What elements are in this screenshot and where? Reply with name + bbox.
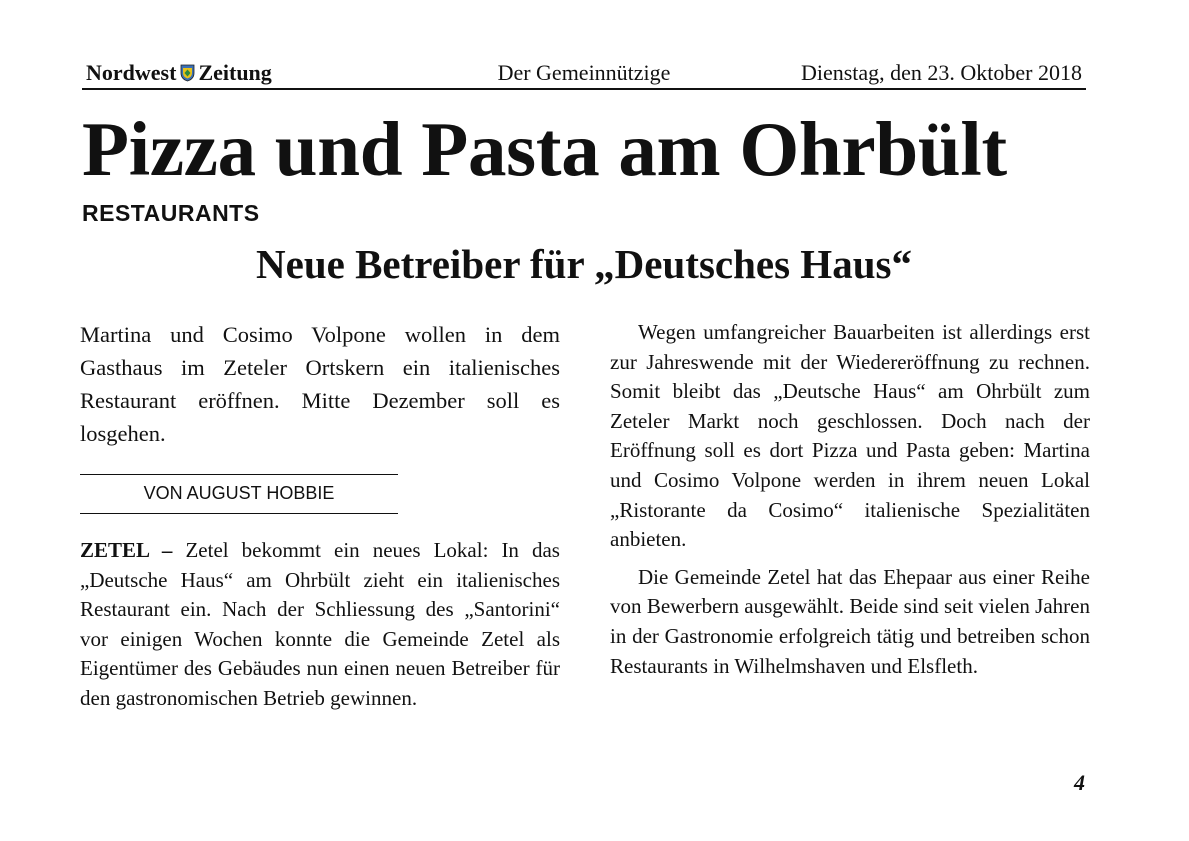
paper-name-part1: Nordwest bbox=[86, 60, 177, 85]
page-number: 4 bbox=[1074, 770, 1085, 795]
byline: VON AUGUST HOBBIE bbox=[143, 483, 335, 503]
issue-date: Dienstag, den 23. Oktober 2018 bbox=[800, 60, 1082, 85]
body-text-1: Zetel bekommt ein neues Lokal: In das „Deutsche Haus“ am Ohrbült zieht ein italienisches Restaurant ein. Nach der Schliessung des „Santorini“ vor einigen Wochen konnte die Gemeinde Zetel als Eigentümer des Gebäudes nun einen neuen Betreiber für den gastronomischen Betrieb gewinnen. bbox=[80, 538, 560, 710]
headline: Pizza und Pasta am Ohrbült bbox=[82, 106, 1007, 192]
body-paragraph-3: Die Gemeinde Zetel hat das Ehepaar aus einer Reihe von Bewerbern ausgewählt. Beide sind seit vielen Jahren in der Gastronomie erfolgreich tätig und betreiben schon Restaurants in Wilhelmshaven und Elsfleth. bbox=[610, 564, 1090, 678]
paper-name-part2: Zeitung bbox=[198, 60, 272, 85]
right-column bbox=[610, 318, 1090, 681]
section-name: Der Gemeinnützige bbox=[497, 60, 671, 85]
body-paragraph-2: Wegen umfangreicher Bauarbeiten ist allerdings erst zur Jahreswende mit der Wiedereröffnung zu rechnen. Somit bleibt das „Deutsche Haus“ am Ohrbült zum Zeteler Markt noch geschlossen. Doch nach der Eröffnung soll es dort Pizza und Pasta geben: Martina und Cosimo Volpone werden in ihrem neuen Lokal „Ristorante da Cosimo“ italienische Spezialitäten anbieten. bbox=[610, 320, 1090, 552]
masthead bbox=[82, 58, 1086, 90]
body-paragraph-1 bbox=[80, 536, 560, 714]
subheadline: Neue Betreiber für „Deutsches Haus“ bbox=[256, 241, 912, 287]
kicker: RESTAURANTS bbox=[82, 200, 260, 226]
lead-paragraph: Martina und Cosimo Volpone wollen in dem Gasthaus im Zeteler Ortskern ein italienisches Restaurant eröffnen. Mitte Dezember soll es losgehen. bbox=[80, 322, 560, 446]
byline-box bbox=[80, 474, 398, 514]
dateline: ZETEL – bbox=[80, 538, 173, 562]
